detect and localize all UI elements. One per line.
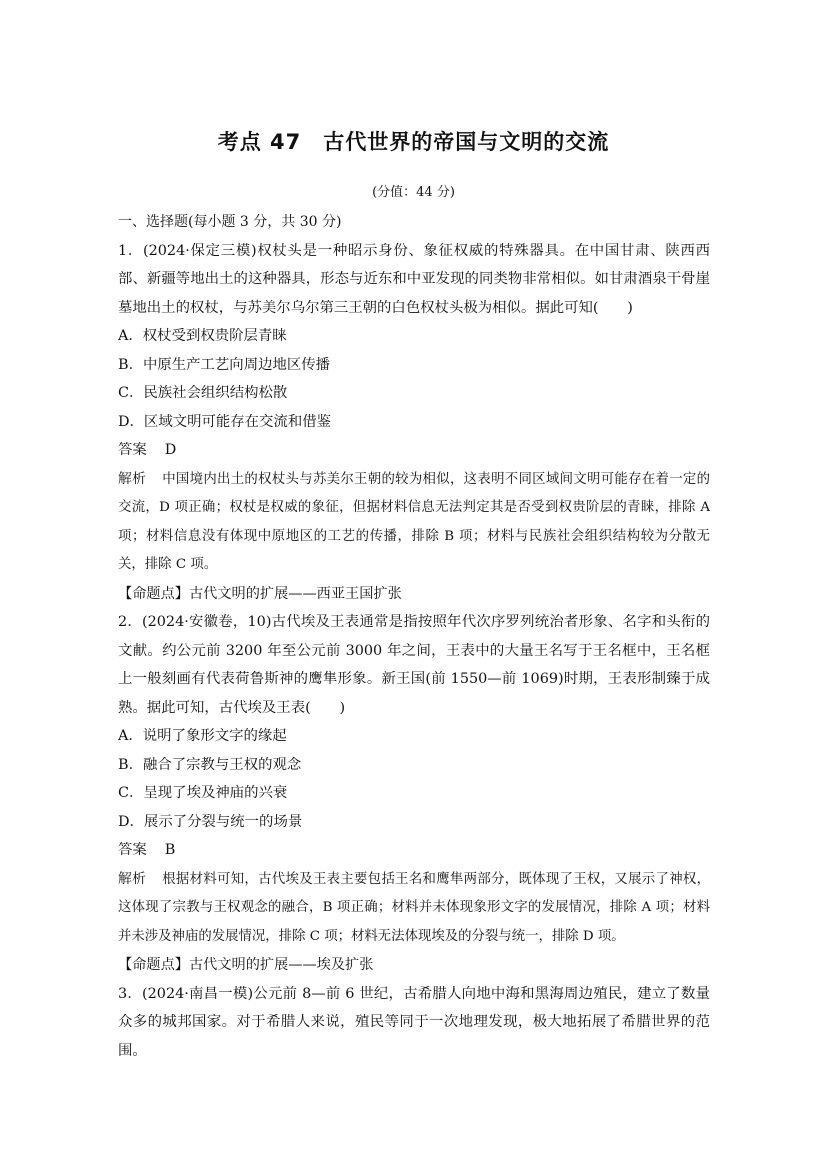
- answer-value: D: [164, 442, 177, 458]
- option-d: D．展示了分裂与统一的场景: [118, 813, 303, 830]
- option-b: B．中原生产工艺向周边地区传播: [118, 356, 331, 373]
- option-b: B．融合了宗教与王权的观念: [118, 756, 302, 773]
- answer-value: B: [164, 842, 176, 858]
- analysis-text: 根据材料可知，古代埃及王表主要包括王名和鹰隼两部分，既体现了王权，又展示了神权，这体现了宗教与王权观念的融合，B 项正确；材料并未体现象形文字的发展情况，排除 A 项；材料并未涉及神庙的发展情况，排除 C 项；材料无法体现埃及的分裂与统一，排除 D 项。: [118, 871, 710, 944]
- answer-label: 答案: [118, 442, 147, 458]
- analysis-label: 解析: [118, 870, 147, 887]
- option-a: A．说明了象形文字的缘起: [118, 728, 287, 744]
- topic-point: 【命题点】古代文明的扩展——埃及扩张: [118, 957, 374, 973]
- answer-label: 答案: [118, 842, 147, 858]
- analysis-label: 解析: [118, 470, 147, 487]
- option-c: C．呈现了埃及神庙的兴衰: [118, 785, 288, 801]
- analysis-text: 中国境内出土的权杖头与苏美尔王朝的较为相似，这表明不同区域间文明可能存在着一定的交流，D 项正确；权杖是权威的象征，但据材料信息无法判定其是否受到权贵阶层的青睐，排除 A 项；材料信息没有体现中原地区的工艺的传播，排除 B 项；材料与民族社会组织结构较为分散无关，排除 C 项。: [118, 471, 710, 572]
- analysis-paragraph: [118, 465, 710, 580]
- content-body: [118, 208, 710, 1065]
- section-heading: 一、选择题(每小题 3 分，共 30 分): [118, 214, 342, 230]
- option-d: D．区域文明可能存在交流和借鉴: [118, 413, 332, 430]
- option-c: C．民族社会组织结构松散: [118, 385, 288, 401]
- question-stem: 1．(2024·保定三模)权杖头是一种昭示身份、象征权威的特殊器具。在中国甘肃、陕西西部、新疆等地出土的这种器具，形态与近东和中亚发现的同类物非常相似。如甘肃酒泉干骨崖墓地出土的权杖，与苏美尔乌尔第三王朝的白色权杖头极为相似。据此可知( ): [118, 242, 710, 316]
- question-stem: 3．(2024·南昌一模)公元前 8—前 6 世纪，古希腊人向地中海和黑海周边殖民，建立了数量众多的城邦国家。对于希腊人来说，殖民等同于一次地理发现，极大地拓展了希腊世界的范围。: [118, 985, 710, 1059]
- question-stem: 2．(2024·安徽卷，10)古代埃及王表通常是指按照年代次序罗列统治者形象、名字和头衔的文献。约公元前 3200 年至公元前 3000 年之间，王表中的大量王名写于王名框中，王名框上一般刻画有代表荷鲁斯神的鹰隼形象。新王国(前 1550—前 1069)时期，王表形制臻于成熟。据此可知，古代埃及王表( ): [118, 614, 710, 716]
- analysis-paragraph: [118, 865, 710, 952]
- page-title: 考点 47 古代世界的帝国与文明的交流: [217, 130, 610, 154]
- answer-line: [118, 836, 710, 865]
- option-a: A．权杖受到权贵阶层青睐: [118, 328, 287, 344]
- score-note: (分值：44 分): [372, 185, 455, 200]
- answer-line: [118, 436, 710, 465]
- topic-point: 【命题点】古代文明的扩展——西亚王国扩张: [118, 585, 402, 602]
